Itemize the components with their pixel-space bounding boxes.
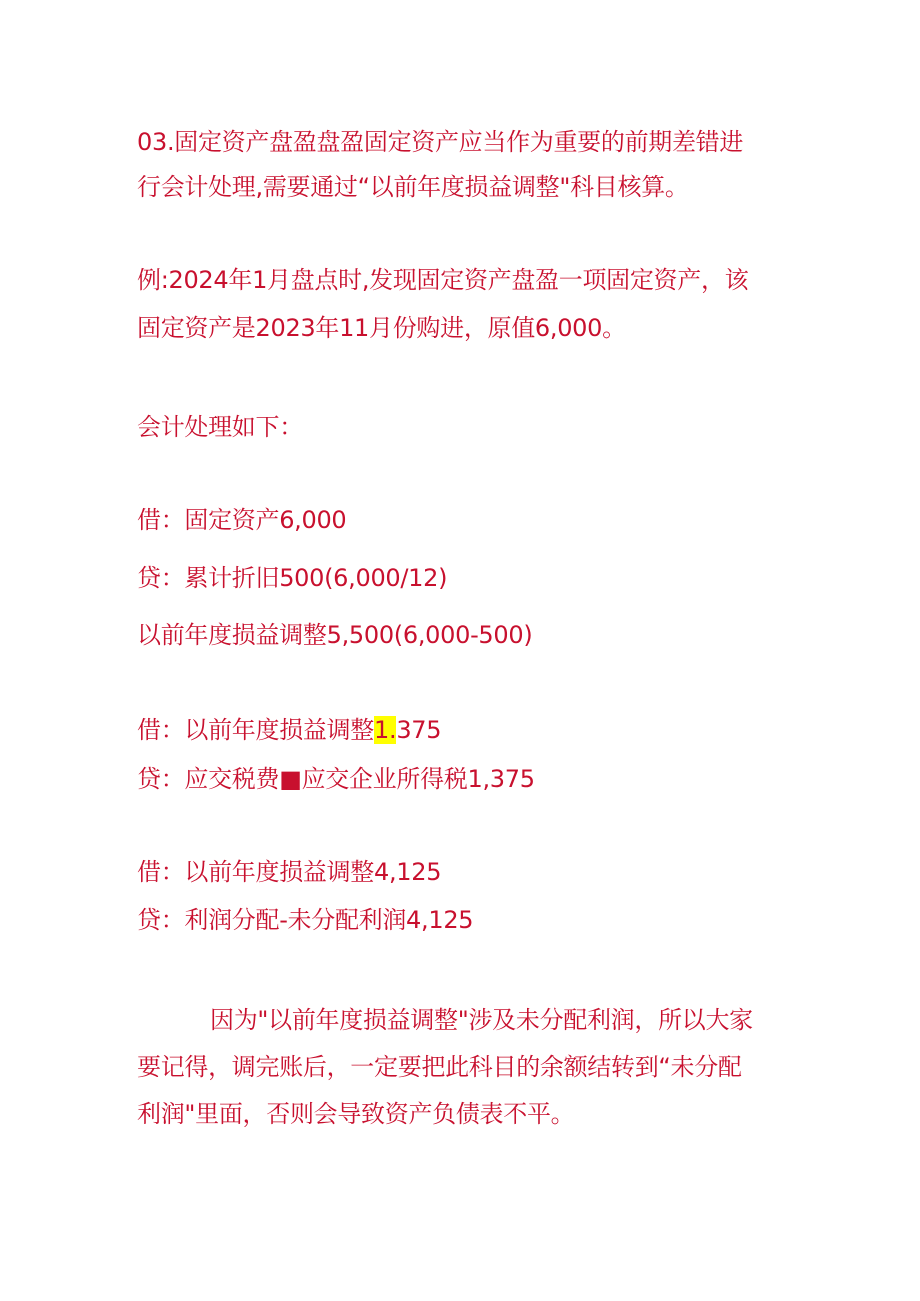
- paragraph1-line2: 行会计处理,需要通过“以前年度损益调整"科目核算。: [137, 173, 689, 201]
- note-line1: 因为"以前年度损益调整"涉及未分配利润，所以大家: [210, 1006, 753, 1034]
- example-line2: 固定资产是2023年11月份购进，原值6,000。: [137, 314, 626, 342]
- highlighted-text: 1.: [374, 716, 397, 744]
- intro-text: 会计处理如下：: [137, 413, 303, 441]
- note-line2: 要记得，调完账后，一定要把此科目的余额结转到“未分配: [137, 1053, 742, 1081]
- entry2-debit-prefix: 借：以前年度损益调整: [137, 716, 374, 744]
- entry2-credit: 贷：应交税费■应交企业所得税1,375: [137, 765, 535, 793]
- example-line1: 例:2024年1月盘点时,发现固定资产盘盈一项固定资产，该: [137, 266, 749, 294]
- entry2-debit: [137, 715, 441, 745]
- entry1-debit: 借：固定资产6,000: [137, 506, 347, 534]
- entry3-credit: 贷：利润分配-未分配利润4,125: [137, 906, 474, 934]
- note-line3: 利润"里面，否则会导致资产负债表不平。: [137, 1100, 575, 1128]
- entry2-debit-suffix: 375: [396, 716, 442, 744]
- entry3-debit: 借：以前年度损益调整4,125: [137, 858, 442, 886]
- entry1-credit1: 贷：累计折旧500(6,000/12): [137, 564, 448, 592]
- entry1-credit2: 以前年度损益调整5,500(6,000-500): [137, 621, 533, 649]
- paragraph1-line1: 03.固定资产盘盈盘盈固定资产应当作为重要的前期差错进: [137, 128, 744, 156]
